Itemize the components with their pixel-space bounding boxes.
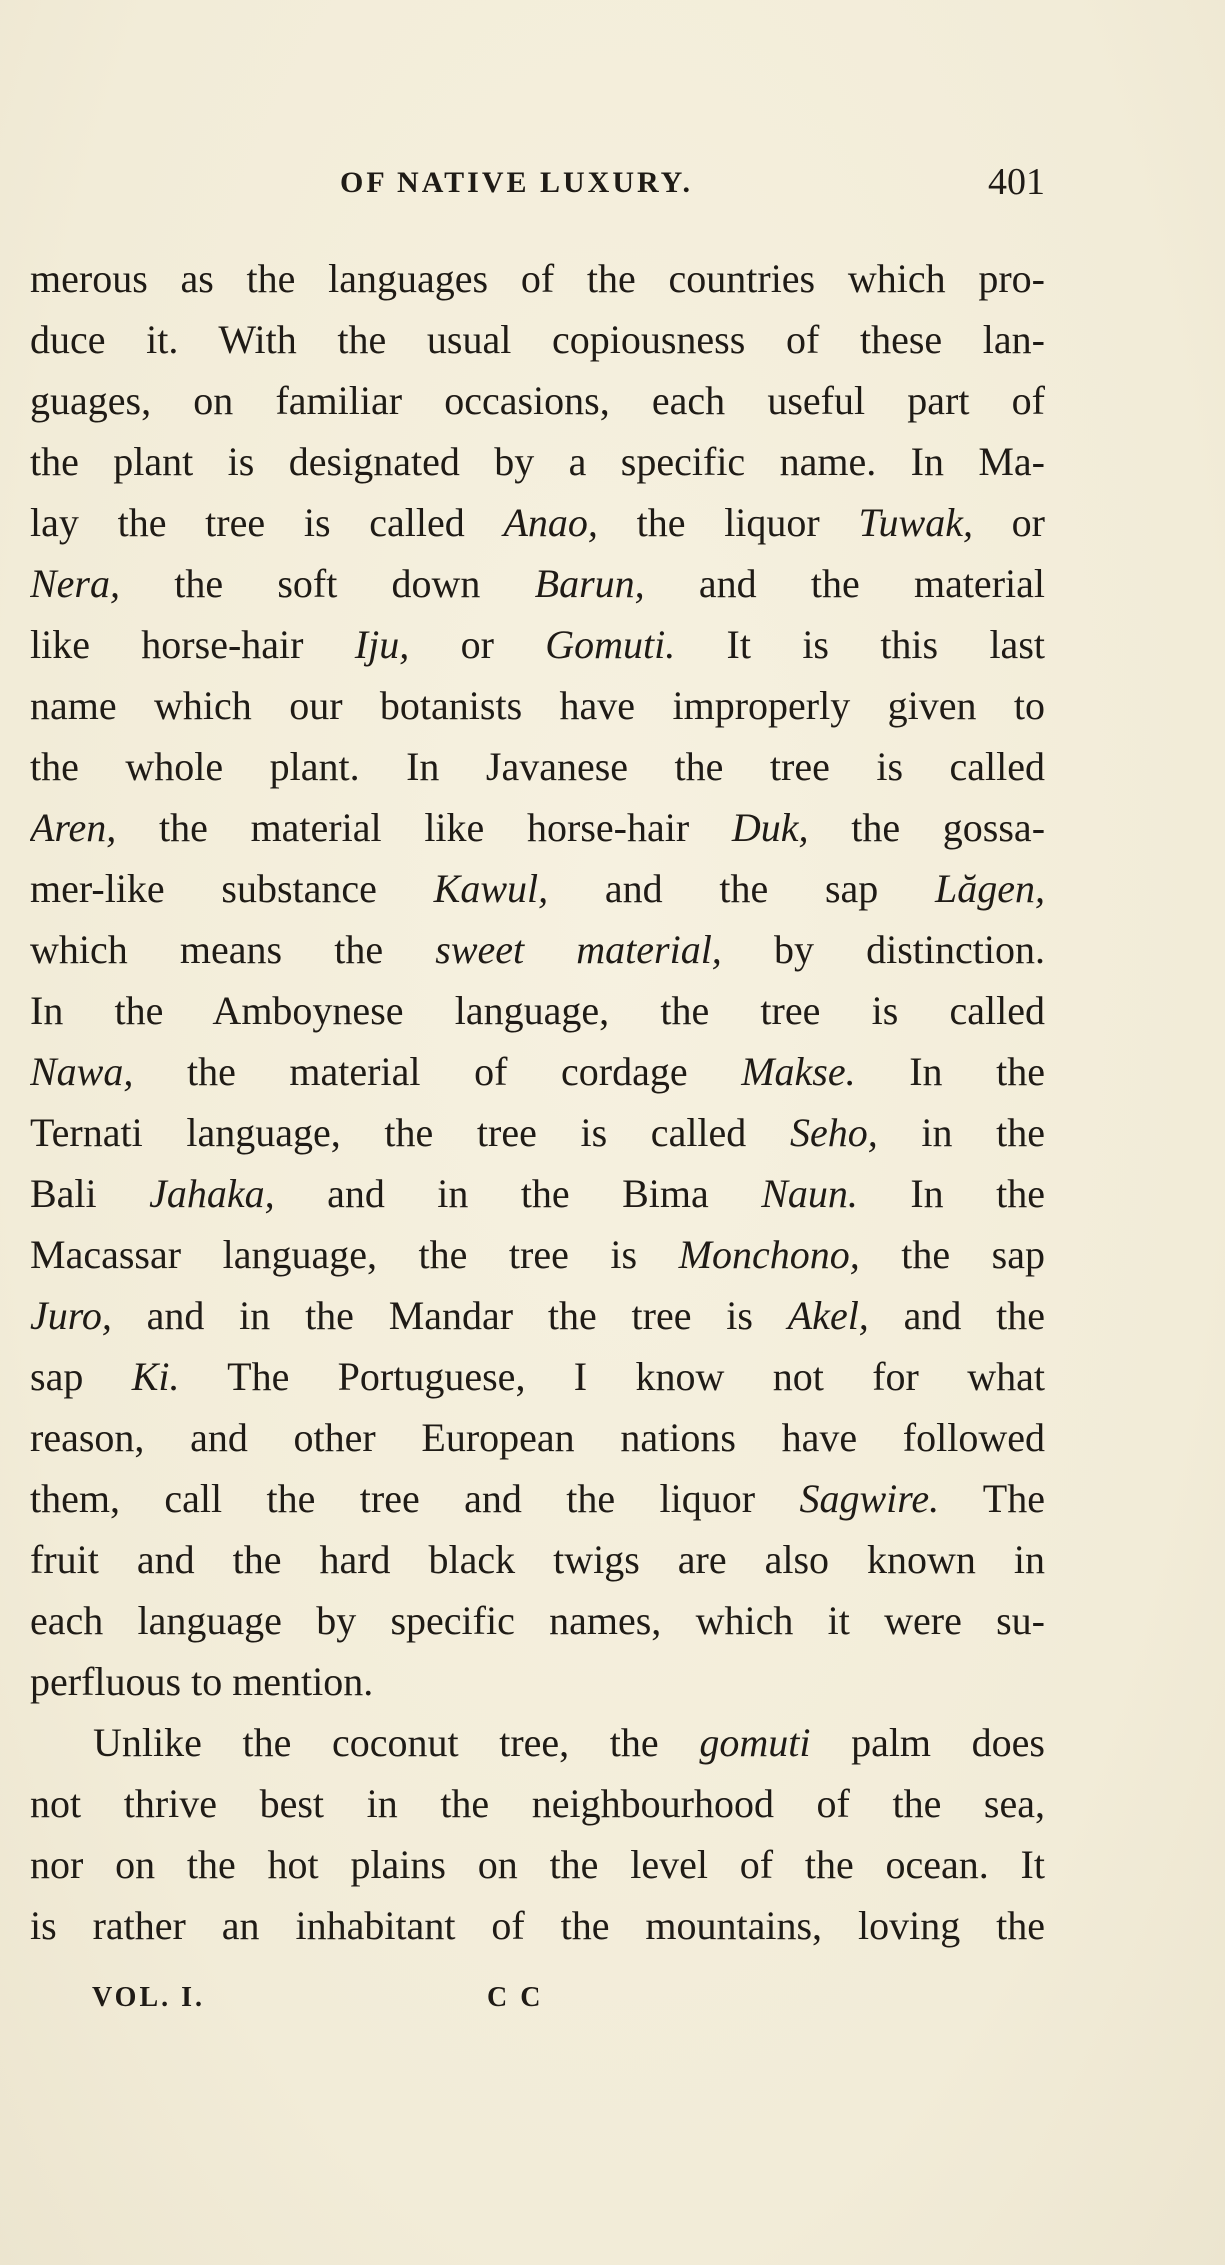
- text-line: each language by specific names, which it were su-: [30, 1598, 1045, 1643]
- text-line: them, call the tree and the liquor Sagwire. The: [30, 1476, 1045, 1521]
- volume-signature: VOL. I.: [92, 1982, 206, 2013]
- text-line: not thrive best in the neighbourhood of the sea,: [30, 1781, 1045, 1826]
- text-line: Aren, the material like horse-hair Duk, the gossa-: [30, 805, 1045, 850]
- text-line: lay the tree is called Anao, the liquor Tuwak, or: [30, 500, 1045, 545]
- text-line: In the Amboynese language, the tree is called: [30, 988, 1045, 1033]
- text-line: like horse-hair Iju, or Gomuti. It is this last: [30, 622, 1045, 667]
- text-line: Nera, the soft down Barun, and the material: [30, 561, 1045, 606]
- text-line: name which our botanists have improperly given to: [30, 683, 1045, 728]
- text-line: which means the sweet material, by distinction.: [30, 927, 1045, 972]
- text-line: Nawa, the material of cordage Makse. In the: [30, 1049, 1045, 1094]
- text-line: mer-like substance Kawul, and the sap Lăgen,: [30, 866, 1045, 911]
- text-line: Macassar language, the tree is Monchono, the sap: [30, 1232, 1045, 1277]
- text-line: the whole plant. In Javanese the tree is called: [30, 744, 1045, 789]
- signature-mark: C C: [487, 1982, 544, 2013]
- text-line: Unlike the coconut tree, the gomuti palm does: [93, 1720, 1045, 1765]
- text-line: merous as the languages of the countries which pro-: [30, 256, 1045, 301]
- text-line: nor on the hot plains on the level of the ocean. It: [30, 1842, 1045, 1887]
- text-line: Juro, and in the Mandar the tree is Akel, and the: [30, 1293, 1045, 1338]
- text-line: duce it. With the usual copiousness of these lan-: [30, 317, 1045, 362]
- text-line: sap Ki. The Portuguese, I know not for what: [30, 1354, 1045, 1399]
- running-head: OF NATIVE LUXURY.: [340, 166, 694, 199]
- text-line: Ternati language, the tree is called Seho, in the: [30, 1110, 1045, 1155]
- text-line: is rather an inhabitant of the mountains, loving the: [30, 1903, 1045, 1948]
- body-text: [30, 248, 1045, 1956]
- page-header: [340, 160, 1045, 210]
- text-line: reason, and other European nations have followed: [30, 1415, 1045, 1460]
- text-line: fruit and the hard black twigs are also known in: [30, 1537, 1045, 1582]
- text-line: Bali Jahaka, and in the Bima Naun. In the: [30, 1171, 1045, 1216]
- page-footer: [92, 1982, 592, 2022]
- text-line: guages, on familiar occasions, each useful part of: [30, 378, 1045, 423]
- text-line: perfluous to mention.: [30, 1659, 374, 1704]
- page-number: 401: [988, 161, 1045, 203]
- text-line: the plant is designated by a specific name. In Ma-: [30, 439, 1045, 484]
